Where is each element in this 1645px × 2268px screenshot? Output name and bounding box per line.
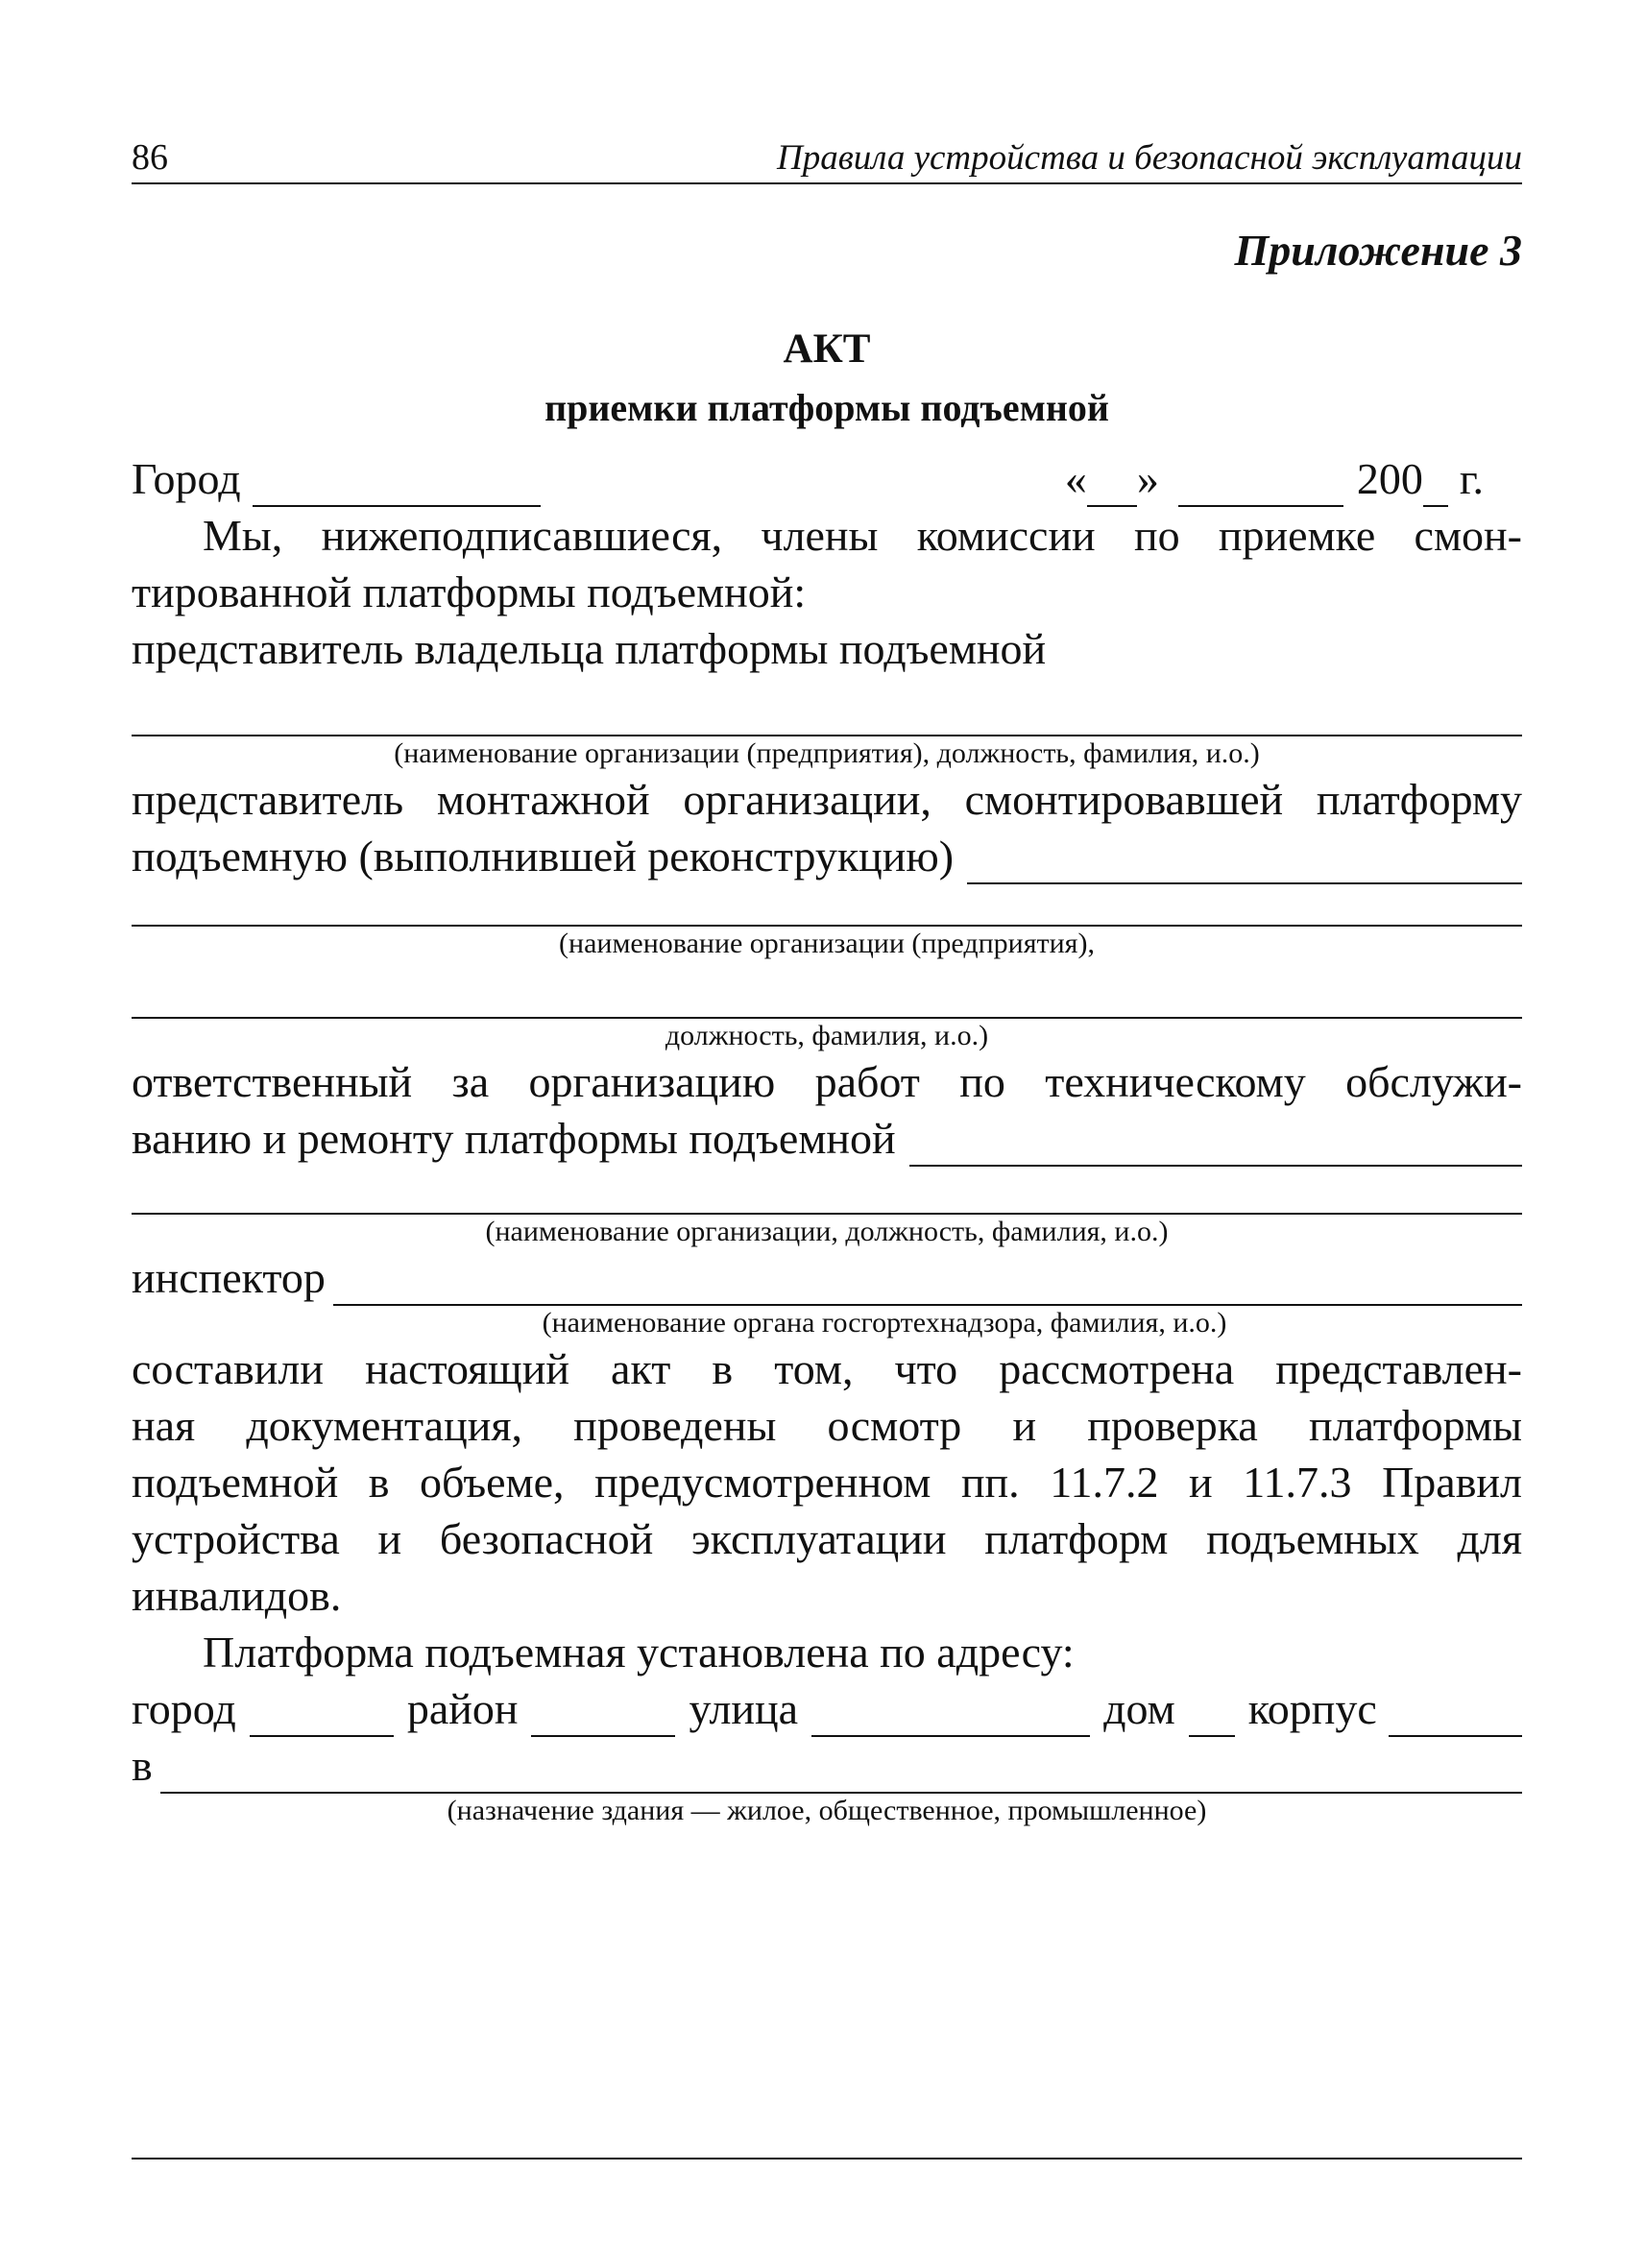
responsible-line-1: ответственный за организацию работ по техническому обслужи- <box>132 1057 1522 1106</box>
org-caption-2: должность, фамилия, и.о.) <box>665 1020 989 1051</box>
inspector-caption: (наименование органа госгортехнадзора, фамилия, и.о.) <box>542 1307 1227 1339</box>
installer-line-2-row <box>132 828 1522 884</box>
installer-line-2: подъемную (выполнившей реконструкцию) <box>132 832 955 881</box>
city-label: Город <box>132 454 241 503</box>
conclusion-line-2: ная документация, проведены осмотр и проверка платформы <box>132 1401 1522 1450</box>
page-number: 86 <box>132 137 168 178</box>
responsible-blank <box>909 1122 1522 1167</box>
act-subtitle: приемки платформы подъемной <box>544 386 1109 429</box>
org-caption-1: (наименование организации (предприятия), <box>559 928 1095 959</box>
address-building-blank <box>1389 1693 1522 1737</box>
quote-open: « <box>1064 454 1087 503</box>
conclusion-line-1: составили настоящий акт в том, что рассмотрена представлен- <box>132 1344 1522 1393</box>
responsible-line-2-row <box>132 1110 1522 1167</box>
address-row <box>132 1680 1522 1737</box>
city-blank <box>253 463 541 507</box>
address-city-label: город <box>132 1684 236 1733</box>
responsible-line-2: ванию и ремонту платформы подъемной <box>132 1114 896 1163</box>
intro-line-3: представитель владельца платформы подъемной <box>132 624 1047 673</box>
address-district-blank <box>531 1693 675 1737</box>
running-header <box>132 134 1522 184</box>
day-blank <box>1087 463 1137 507</box>
installer-blank <box>967 840 1522 884</box>
inspector-blank <box>333 1262 1522 1306</box>
building-row <box>132 1737 1522 1794</box>
conclusion-line-3: подъемной в объеме, предусмотренном пп. 11.7.2 и 11.7.3 Правил <box>132 1458 1522 1507</box>
intro-line-1: Мы, нижеподписавшиеся, члены комиссии по приемке смон- <box>203 511 1522 560</box>
address-intro: Платформа подъемная установлена по адресу: <box>203 1628 1075 1677</box>
installer-line-1: представитель монтажной организации, смонтировавшей платформу <box>132 775 1522 824</box>
conclusion-line-4: устройства и безопасной эксплуатации платформ подъемных для <box>132 1514 1522 1563</box>
address-street-blank <box>811 1693 1090 1737</box>
address-district-label: район <box>406 1684 519 1733</box>
address-house-label: дом <box>1103 1684 1175 1733</box>
intro-line-2: тированной платформы подъемной: <box>132 567 807 616</box>
inspector-label: инспектор <box>132 1253 326 1302</box>
address-house-blank <box>1189 1693 1235 1737</box>
quote-close: » <box>1136 454 1159 503</box>
running-title: Правила устройства и безопасной эксплуатации <box>776 138 1522 178</box>
address-street-label: улица <box>689 1684 799 1733</box>
year-prefix: 200 <box>1356 454 1423 503</box>
act-heading <box>132 320 1522 437</box>
document-page <box>132 134 1522 1828</box>
city-date-line <box>132 450 1522 507</box>
owner-caption: (наименование организации (предприятия), должность, фамилия, и.о.) <box>394 737 1260 769</box>
building-in-label: в <box>132 1741 153 1790</box>
year-suffix: г. <box>1459 454 1484 503</box>
act-title: АКТ <box>783 326 871 372</box>
conclusion-line-5: инвалидов. <box>132 1571 342 1620</box>
address-building-label: корпус <box>1247 1684 1377 1733</box>
building-blank <box>160 1749 1522 1794</box>
address-city-blank <box>250 1693 394 1737</box>
appendix-label: Приложение 3 <box>1234 226 1522 275</box>
inspector-row <box>132 1249 1522 1306</box>
building-caption: (назначение здания — жилое, общественное, промышленное) <box>447 1795 1207 1826</box>
year-blank <box>1423 463 1448 507</box>
bottom-blank-line <box>132 2158 1522 2159</box>
month-blank <box>1178 463 1343 507</box>
responsible-caption: (наименование организации, должность, фамилия, и.о.) <box>485 1216 1169 1247</box>
